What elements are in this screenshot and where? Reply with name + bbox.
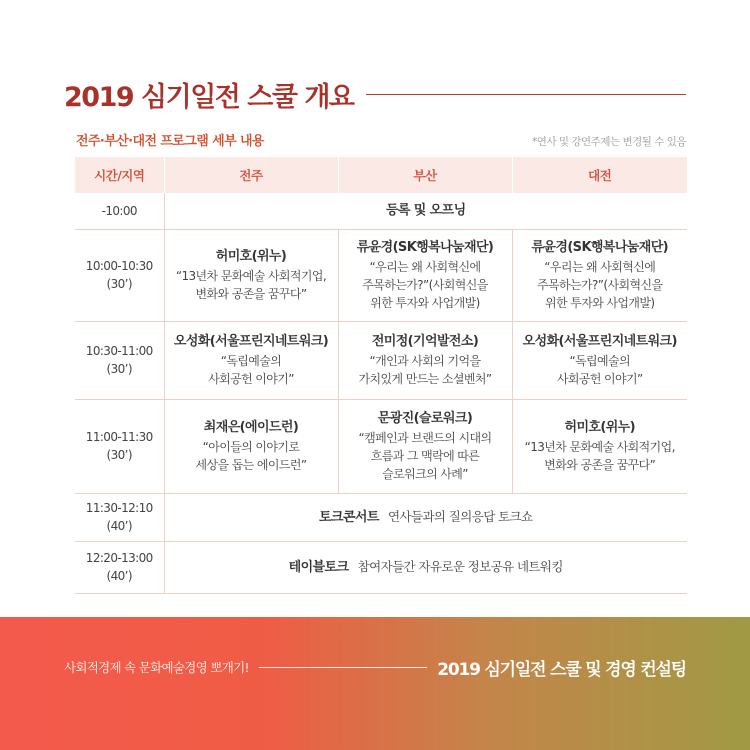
time-range: 10:30-11:00 bbox=[85, 344, 153, 358]
table-row bbox=[75, 321, 687, 399]
talk-title-line: “13년차 문화예술 사회적기업, bbox=[524, 440, 675, 454]
talk-title-line: 위한 투자와 사업개발) bbox=[545, 296, 655, 310]
time-duration: (30’) bbox=[106, 362, 132, 376]
session-description: 참여자들간 자유로운 정보공유 네트워킹 bbox=[357, 558, 563, 574]
time-duration: (30’) bbox=[106, 448, 132, 462]
talk-title-line: “우리는 왜 사회혁신에 bbox=[369, 260, 481, 274]
speaker-name: 류윤경(SK행복나눔재단) bbox=[531, 240, 669, 255]
talk-title-line: 흐름과 그 맥락에 따른 bbox=[370, 449, 480, 463]
session-cell-daejeon bbox=[512, 399, 687, 493]
footer-banner bbox=[0, 617, 750, 750]
session-cell-daejeon bbox=[512, 229, 687, 321]
session-cell-jeonju bbox=[164, 321, 338, 399]
footer-program-name: 2019 심기일전 스쿨 및 경영 컨설팅 bbox=[437, 659, 686, 680]
time-cell bbox=[75, 493, 164, 541]
time-duration: (30’) bbox=[106, 277, 132, 291]
talk-title-line: 슬로워크의 사례” bbox=[382, 467, 468, 481]
speaker-name: 최재은(에이드런) bbox=[203, 420, 299, 435]
footer-content bbox=[64, 655, 686, 679]
session-title: 토크콘서트 bbox=[319, 509, 379, 525]
change-notice: *연사 및 강연주제는 변경될 수 있음 bbox=[532, 136, 686, 148]
talk-title-line: “독립예술의 bbox=[569, 354, 631, 368]
time-cell bbox=[75, 321, 164, 399]
merged-session-cell bbox=[164, 193, 687, 229]
header-jeonju: 전주 bbox=[164, 157, 338, 193]
time-cell bbox=[75, 193, 164, 229]
talk-title-line: 사회공헌 이야기” bbox=[208, 372, 294, 386]
time-duration: (40’) bbox=[106, 519, 132, 533]
footer-tagline: 사회적경제 속 문화예술경영 뽀개기! bbox=[64, 660, 249, 675]
title-row bbox=[64, 74, 686, 114]
time-range: 11:00-11:30 bbox=[85, 430, 153, 444]
merged-session-cell bbox=[164, 493, 687, 541]
table-row bbox=[75, 399, 687, 493]
title-divider bbox=[366, 94, 686, 95]
talk-title-line: 위한 투자와 사업개발) bbox=[370, 296, 480, 310]
speaker-name: 문광진(슬로워크) bbox=[377, 411, 473, 426]
section-subtitle: 전주·부산·대전 프로그램 세부 내용 bbox=[76, 134, 264, 149]
talk-title-line: 사회공헌 이야기” bbox=[556, 372, 643, 386]
time-duration: (40’) bbox=[106, 569, 132, 583]
talk-title-line: 변화와 공존을 꿈꾸다” bbox=[195, 287, 307, 301]
session-title: 테이블토크 bbox=[288, 559, 349, 575]
talk-title-line: “아이들의 이야기로 bbox=[202, 440, 300, 454]
talk-title-line: “독립예술의 bbox=[220, 354, 282, 368]
talk-title-line: 주목하는가?”(사회혁신을 bbox=[537, 278, 663, 292]
schedule-header bbox=[75, 157, 687, 193]
talk-title-line: “캠페인과 브랜드의 시대의 bbox=[358, 431, 492, 445]
session-cell-daejeon bbox=[512, 321, 687, 399]
talk-title-line: “13년차 문화예술 사회적기업, bbox=[175, 269, 327, 283]
time-cell bbox=[75, 541, 164, 593]
talk-title-line: 가치있게 만드는 소셜벤처” bbox=[358, 372, 492, 386]
session-cell-jeonju bbox=[164, 229, 338, 321]
table-row bbox=[75, 493, 687, 541]
talk-title-line: 변화와 공존을 꿈꾸다” bbox=[544, 458, 656, 472]
talk-title-line: “우리는 왜 사회혁신에 bbox=[544, 260, 656, 274]
talk-title-line: 세상을 돕는 에이드런” bbox=[195, 458, 307, 472]
schedule-table bbox=[75, 157, 687, 594]
session-cell-busan bbox=[338, 321, 512, 399]
session-title: 등록 및 오프닝 bbox=[385, 203, 466, 219]
session-description: 연사들과의 질의응답 토크쇼 bbox=[388, 508, 533, 524]
session-cell-busan bbox=[338, 229, 512, 321]
header-daejeon: 대전 bbox=[512, 157, 687, 193]
time-cell bbox=[75, 229, 164, 321]
session-cell-busan bbox=[338, 399, 512, 493]
speaker-name: 허미호(위누) bbox=[564, 420, 635, 435]
time-range: 12:20-13:00 bbox=[85, 551, 153, 565]
speaker-name: 오성화(서울프린지네트워크) bbox=[522, 334, 677, 349]
time-range: 11:30-12:10 bbox=[85, 501, 153, 515]
header-busan: 부산 bbox=[338, 157, 512, 193]
time-range: 10:00-10:30 bbox=[85, 259, 153, 273]
speaker-name: 류윤경(SK행복나눔재단) bbox=[356, 240, 494, 255]
page-title: 2019 심기일전 스쿨 개요 bbox=[64, 81, 354, 113]
speaker-name: 오성화(서울프린지네트워크) bbox=[173, 334, 329, 349]
table-row bbox=[75, 229, 687, 321]
session-cell-jeonju bbox=[164, 399, 338, 493]
speaker-name: 허미호(위누) bbox=[215, 249, 287, 264]
header-time-region: 시간/지역 bbox=[75, 157, 164, 193]
talk-title-line: 주목하는가?”(사회혁신을 bbox=[362, 278, 488, 292]
time-range: -10:00 bbox=[101, 203, 137, 218]
speaker-name: 전미정(기억발전소) bbox=[371, 334, 479, 349]
table-row bbox=[75, 541, 687, 593]
time-cell bbox=[75, 399, 164, 493]
talk-title-line: “개인과 사회의 기억을 bbox=[369, 354, 481, 368]
footer-divider bbox=[259, 667, 427, 668]
table-row bbox=[75, 193, 687, 229]
merged-session-cell bbox=[164, 541, 687, 593]
